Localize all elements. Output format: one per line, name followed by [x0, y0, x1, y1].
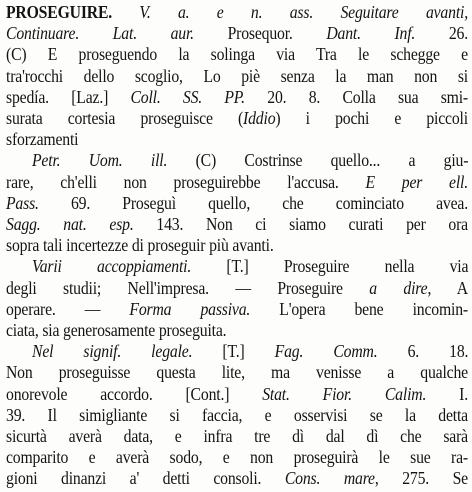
entry-text: (C) E proseguendo la solinga via Tra le schegge e [6, 44, 468, 65]
entry-text: ciata, sia generosamente proseguita. [6, 320, 227, 340]
entry-line [6, 298, 468, 320]
entry-line [6, 1, 468, 23]
entry-line [6, 446, 468, 468]
italic-text: Iddio [243, 108, 276, 128]
italic-text: Nel signif. legale. [32, 341, 193, 362]
entry-text: (C) Costrinse quello... a giu- [167, 150, 469, 171]
entry-text: spedía. [Laz.] [6, 86, 131, 107]
italic-text: a dire [369, 277, 428, 298]
entry-line [32, 149, 468, 171]
entry-text: sopra tali incertezze di proseguir più avanti. [6, 235, 274, 256]
entry-text: tra'rocchi dello scoglio, Lo piè senza la man non si [6, 65, 468, 86]
entry-line [6, 361, 468, 383]
entry-text: sforzamenti [6, 129, 79, 150]
entry-text: Prosequor. [193, 23, 327, 44]
italic-text: V. a. e n. ass. Seguitare avanti, [139, 2, 468, 22]
entry-line [6, 234, 415, 256]
entry-line [6, 404, 468, 426]
entry-text [112, 2, 139, 22]
entry-text: comparito e averà sodo, e non proseguirà le sue ra- [6, 447, 468, 468]
italic-text: E per ell. [365, 171, 468, 192]
entry-line [32, 255, 468, 277]
italic-text: Pass. [6, 192, 39, 213]
entry-text: L'opera bene incomin- [250, 298, 468, 319]
entry-text: 69. Proseguì quello, che cominciato avea. [38, 192, 468, 213]
entry-text: 39. Il simigliante si faccia, e osservisi se la detta [6, 404, 468, 425]
entry-text: gioni dinanzi a' detti consoli. [6, 468, 285, 489]
italic-text: Fag. Comm. [274, 341, 378, 362]
italic-text: Coll. SS. PP. [130, 86, 245, 107]
entry-text: onorevole accordo. [Cont.] [6, 383, 263, 404]
entry-text: [T.] [192, 341, 275, 362]
italic-text: Petr. Uom. ill. [32, 150, 168, 171]
entry-line [6, 213, 468, 235]
entry-text: sicurtà averà data, e infra tre dì dal dì che sarà [6, 426, 468, 446]
italic-text: Stat. Fior. Calim. [262, 383, 427, 404]
entry-line [6, 65, 468, 87]
entry-line [6, 107, 468, 129]
entry-line [6, 171, 468, 193]
italic-text: Forma passiva. [129, 298, 251, 319]
entry-text: surata cortesia proseguisce ( [6, 108, 244, 128]
entry-text: [T.] Proseguire nella via [191, 256, 469, 277]
entry-text: 26. [415, 23, 468, 44]
entry-line [6, 192, 468, 214]
entry-line [32, 340, 468, 362]
entry-text: operare. — [6, 298, 130, 319]
italic-text: Cons. mare [284, 468, 375, 489]
entry-text: ) i pochi e piccoli [275, 108, 468, 128]
entry-text: rare, ch'elli non proseguirebbe l'accusa. [6, 171, 366, 192]
entry-text: degli studii; Nell'impresa. — Proseguire [6, 277, 370, 298]
entry-text: 143. Non ci siamo curati per ora [133, 214, 468, 234]
entry-line [6, 319, 415, 341]
entry-line [6, 467, 468, 489]
entry-line [6, 22, 468, 44]
entry-line [6, 383, 468, 405]
italic-text: Continuare. Lat. aur. [6, 23, 194, 44]
italic-text: Varii accoppiamenti. [32, 256, 192, 277]
entry-text: , A [427, 277, 468, 298]
entry-text: Non proseguisse questa lite, ma venisse a qualche [6, 362, 468, 383]
headword: PROSEGUIRE. [6, 2, 113, 22]
entry-text: 20. 8. Colla sua smi- [244, 86, 468, 107]
italic-text: Dant. Inf. [326, 23, 416, 44]
entry-text: , 275. Se [374, 468, 468, 489]
entry-line [6, 86, 468, 108]
entry-line [6, 43, 468, 65]
italic-text: Sagg. nat. esp. [6, 214, 134, 234]
entry-text: I. [426, 383, 468, 404]
entry-line [6, 277, 468, 299]
entry-line [6, 128, 415, 150]
entry-text: 6. 18. [377, 341, 469, 362]
entry-line [6, 425, 468, 447]
